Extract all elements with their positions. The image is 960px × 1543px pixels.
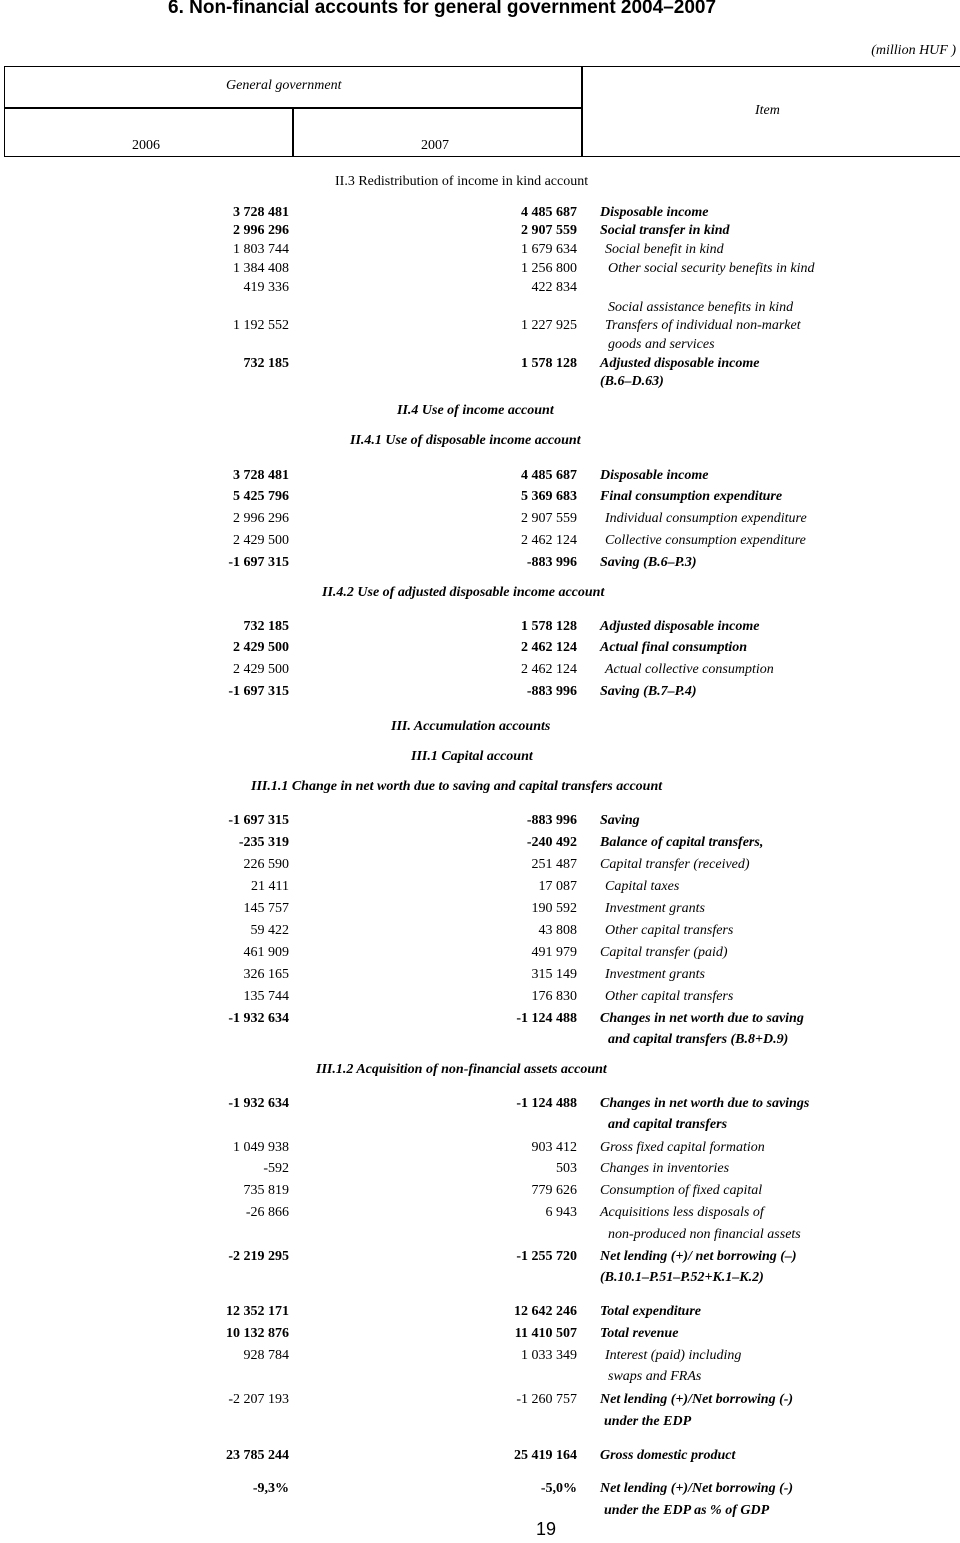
row-label: Actual final consumption bbox=[600, 640, 748, 655]
value-2006: 2 996 296 bbox=[233, 511, 289, 526]
value-2006: -1 697 315 bbox=[228, 684, 289, 699]
table-row bbox=[0, 533, 960, 553]
value-2007: 491 979 bbox=[531, 945, 577, 960]
table-row bbox=[0, 835, 960, 855]
value-2006: 326 165 bbox=[243, 967, 289, 982]
row-label: Consumption of fixed capital bbox=[600, 1183, 763, 1198]
table-row bbox=[0, 468, 960, 488]
value-2007: 2 462 124 bbox=[521, 533, 577, 548]
row-label: Actual collective consumption bbox=[605, 662, 774, 677]
value-2006: 2 429 500 bbox=[233, 640, 289, 655]
row-label: Changes in inventories bbox=[600, 1161, 730, 1176]
row-label: Net lending (+)/Net borrowing (-) bbox=[600, 1392, 794, 1407]
value-2006: -1 932 634 bbox=[228, 1096, 289, 1111]
value-2007: 2 907 559 bbox=[521, 223, 577, 238]
value-2007: 1 033 349 bbox=[521, 1348, 577, 1363]
value-2006: -2 207 193 bbox=[228, 1392, 289, 1407]
value-2007: 315 149 bbox=[531, 967, 577, 982]
row-label: Adjusted disposable income bbox=[600, 619, 760, 634]
table-row bbox=[0, 1348, 960, 1384]
value-2006: 419 336 bbox=[243, 280, 289, 295]
value-2006: 1 049 938 bbox=[233, 1140, 289, 1155]
value-2007: 12 642 246 bbox=[514, 1304, 577, 1319]
table-row bbox=[0, 1183, 960, 1203]
table-row bbox=[0, 1096, 960, 1132]
value-2007: 2 907 559 bbox=[521, 511, 577, 526]
table-row bbox=[0, 813, 960, 833]
row-label: Net lending (+)/ net borrowing (–) bbox=[600, 1249, 797, 1264]
value-2007: -1 124 488 bbox=[516, 1096, 577, 1111]
section-heading: II.4 Use of income account bbox=[397, 403, 554, 418]
row-label: Saving (B.7–P.4) bbox=[600, 684, 697, 699]
value-2006: 1 803 744 bbox=[233, 242, 289, 257]
row-label: Total revenue bbox=[600, 1326, 679, 1341]
row-label: Adjusted disposable income bbox=[600, 356, 760, 371]
row-label: Gross domestic product bbox=[600, 1448, 736, 1463]
value-2007: 1 578 128 bbox=[521, 619, 577, 634]
value-2006: 461 909 bbox=[243, 945, 289, 960]
row-label-continued: swaps and FRAs bbox=[608, 1369, 702, 1384]
table-row bbox=[0, 640, 960, 660]
table-row bbox=[0, 356, 960, 389]
value-2006: 10 132 876 bbox=[226, 1326, 289, 1341]
row-label-continued: (B.6–D.63) bbox=[600, 374, 664, 389]
value-2007: 190 592 bbox=[531, 901, 577, 916]
row-label: Net lending (+)/Net borrowing (-) bbox=[600, 1481, 794, 1496]
header-divider-years bbox=[292, 107, 294, 157]
row-label: Other capital transfers bbox=[605, 923, 734, 938]
section-heading: III.1 Capital account bbox=[411, 749, 533, 764]
row-label: Saving bbox=[600, 813, 640, 828]
table-row bbox=[0, 1481, 960, 1518]
value-2006: 928 784 bbox=[243, 1348, 289, 1363]
value-2007: -883 996 bbox=[526, 813, 577, 828]
table-row bbox=[0, 967, 960, 987]
row-label: Final consumption expenditure bbox=[600, 489, 783, 504]
value-2007: 1 679 634 bbox=[521, 242, 577, 257]
table-row bbox=[0, 511, 960, 531]
table-row bbox=[0, 1304, 960, 1324]
table-row bbox=[0, 489, 960, 509]
value-2007: 779 626 bbox=[531, 1183, 577, 1198]
value-2006: 145 757 bbox=[243, 901, 289, 916]
value-2007: 43 808 bbox=[538, 923, 577, 938]
value-2006: 21 411 bbox=[251, 879, 289, 894]
row-label: Balance of capital transfers, bbox=[600, 835, 764, 850]
table-row bbox=[0, 555, 960, 575]
section-heading: II.3 Redistribution of income in kind account bbox=[335, 174, 589, 189]
row-label: Individual consumption expenditure bbox=[605, 511, 807, 526]
table-row bbox=[0, 857, 960, 877]
value-2007: -5,0% bbox=[540, 1481, 577, 1496]
value-2006: -26 866 bbox=[245, 1205, 289, 1220]
row-label: Investment grants bbox=[605, 901, 705, 916]
table-row bbox=[0, 318, 960, 352]
value-2007: 176 830 bbox=[531, 989, 577, 1004]
value-2006: 1 192 552 bbox=[233, 318, 289, 333]
value-2007: -883 996 bbox=[526, 555, 577, 570]
row-label: Investment grants bbox=[605, 967, 705, 982]
value-2007: 251 487 bbox=[531, 857, 577, 872]
row-label-continued: under the EDP bbox=[604, 1414, 692, 1429]
value-2007: 25 419 164 bbox=[514, 1448, 577, 1463]
row-label-continued: goods and services bbox=[608, 337, 715, 352]
value-2007: 4 485 687 bbox=[521, 468, 577, 483]
table-row bbox=[0, 280, 960, 315]
row-label: Social transfer in kind bbox=[600, 223, 730, 238]
table-row bbox=[0, 242, 960, 262]
value-2007: 422 834 bbox=[531, 280, 577, 295]
row-label: Other social security benefits in kind bbox=[608, 261, 815, 276]
value-2007: 11 410 507 bbox=[514, 1326, 577, 1341]
row-label: Acquisitions less disposals of bbox=[600, 1205, 764, 1220]
table-row bbox=[0, 684, 960, 704]
row-label-continued: under the EDP as % of GDP bbox=[604, 1503, 770, 1518]
row-label-continued: non-produced non financial assets bbox=[608, 1227, 801, 1242]
value-2006: -1 697 315 bbox=[228, 555, 289, 570]
row-label: Interest (paid) including bbox=[605, 1348, 742, 1363]
value-2006: -2 219 295 bbox=[228, 1249, 289, 1264]
value-2006: 12 352 171 bbox=[226, 1304, 289, 1319]
row-label: Capital taxes bbox=[605, 879, 680, 894]
row-label: Other capital transfers bbox=[605, 989, 734, 1004]
value-2007: -1 255 720 bbox=[516, 1249, 577, 1264]
row-label: Social benefit in kind bbox=[605, 242, 724, 257]
value-2006: 732 185 bbox=[243, 619, 289, 634]
table-row bbox=[0, 901, 960, 921]
table-row bbox=[0, 223, 960, 243]
row-label-continued: and capital transfers bbox=[608, 1117, 728, 1132]
table-row bbox=[0, 879, 960, 899]
value-2006: 2 996 296 bbox=[233, 223, 289, 238]
value-2006: 2 429 500 bbox=[233, 533, 289, 548]
header-year-2007: 2007 bbox=[421, 138, 449, 153]
value-2006: -9,3% bbox=[252, 1481, 289, 1496]
row-label: Capital transfer (received) bbox=[600, 857, 750, 872]
table-row bbox=[0, 945, 960, 965]
page-number: 19 bbox=[536, 1519, 557, 1539]
table-row bbox=[0, 1205, 960, 1242]
value-2007: -240 492 bbox=[526, 835, 577, 850]
row-label: Disposable income bbox=[600, 205, 709, 220]
header-general-government: General government bbox=[226, 78, 342, 93]
value-2007: 1 578 128 bbox=[521, 356, 577, 371]
value-2006: -592 bbox=[263, 1161, 289, 1176]
row-label: Saving (B.6–P.3) bbox=[600, 555, 697, 570]
value-2006: 5 425 796 bbox=[233, 489, 289, 504]
header-item: Item bbox=[755, 103, 780, 118]
table-row bbox=[0, 1011, 960, 1047]
value-2007: 1 227 925 bbox=[521, 318, 577, 333]
table-row bbox=[0, 1392, 960, 1429]
section-heading: III. Accumulation accounts bbox=[391, 719, 551, 734]
value-2007: 903 412 bbox=[531, 1140, 577, 1155]
table-row bbox=[0, 989, 960, 1009]
table-row bbox=[0, 1326, 960, 1346]
value-2007: 503 bbox=[556, 1161, 577, 1176]
value-2006: 735 819 bbox=[243, 1183, 289, 1198]
value-2006: -235 319 bbox=[238, 835, 289, 850]
table-row bbox=[0, 662, 960, 682]
table-row bbox=[0, 923, 960, 943]
row-label: Gross fixed capital formation bbox=[600, 1140, 765, 1155]
row-label: Total expenditure bbox=[600, 1304, 701, 1319]
table-row bbox=[0, 1448, 960, 1468]
value-2006: 135 744 bbox=[243, 989, 289, 1004]
value-2006: -1 932 634 bbox=[228, 1011, 289, 1026]
header-year-2006: 2006 bbox=[132, 138, 160, 153]
unit-note: (million HUF ) bbox=[871, 43, 956, 58]
value-2007: 4 485 687 bbox=[521, 205, 577, 220]
value-2006: 732 185 bbox=[243, 356, 289, 371]
value-2007: 2 462 124 bbox=[521, 640, 577, 655]
row-label: Collective consumption expenditure bbox=[605, 533, 806, 548]
row-label: Social assistance benefits in kind bbox=[608, 300, 794, 315]
section-heading: III.1.2 Acquisition of non-financial assets account bbox=[316, 1062, 607, 1077]
table-row bbox=[0, 619, 960, 639]
header-divider-vertical bbox=[581, 66, 583, 157]
row-label: Changes in net worth due to savings bbox=[600, 1096, 810, 1111]
table-row bbox=[0, 261, 960, 281]
value-2007: 6 943 bbox=[545, 1205, 577, 1220]
value-2006: 3 728 481 bbox=[233, 205, 289, 220]
table-row bbox=[0, 1140, 960, 1160]
section-heading: II.4.1 Use of disposable income account bbox=[350, 433, 581, 448]
row-label: Changes in net worth due to saving bbox=[600, 1011, 804, 1026]
value-2007: 1 256 800 bbox=[521, 261, 577, 276]
table-row bbox=[0, 1161, 960, 1181]
value-2006: 226 590 bbox=[243, 857, 289, 872]
row-label-continued: (B.10.1–P.51–P.52+K.1–K.2) bbox=[600, 1270, 764, 1285]
row-label: Transfers of individual non-market bbox=[605, 318, 801, 333]
value-2006: -1 697 315 bbox=[228, 813, 289, 828]
value-2007: 2 462 124 bbox=[521, 662, 577, 677]
row-label-continued: and capital transfers (B.8+D.9) bbox=[608, 1032, 789, 1047]
value-2007: 5 369 683 bbox=[521, 489, 577, 504]
value-2007: -1 260 757 bbox=[516, 1392, 577, 1407]
value-2006: 23 785 244 bbox=[226, 1448, 289, 1463]
value-2006: 59 422 bbox=[250, 923, 289, 938]
value-2006: 1 384 408 bbox=[233, 261, 289, 276]
page-title: 6. Non-financial accounts for general government 2004–2007 bbox=[168, 0, 717, 18]
value-2006: 2 429 500 bbox=[233, 662, 289, 677]
table-row bbox=[0, 205, 960, 225]
table-row bbox=[0, 1249, 960, 1285]
value-2006: 3 728 481 bbox=[233, 468, 289, 483]
value-2007: -1 124 488 bbox=[516, 1011, 577, 1026]
value-2007: 17 087 bbox=[538, 879, 577, 894]
section-heading: III.1.1 Change in net worth due to saving and capital transfers account bbox=[251, 779, 663, 794]
row-label: Disposable income bbox=[600, 468, 709, 483]
value-2007: -883 996 bbox=[526, 684, 577, 699]
section-heading: II.4.2 Use of adjusted disposable income account bbox=[322, 585, 605, 600]
row-label: Capital transfer (paid) bbox=[600, 945, 728, 960]
